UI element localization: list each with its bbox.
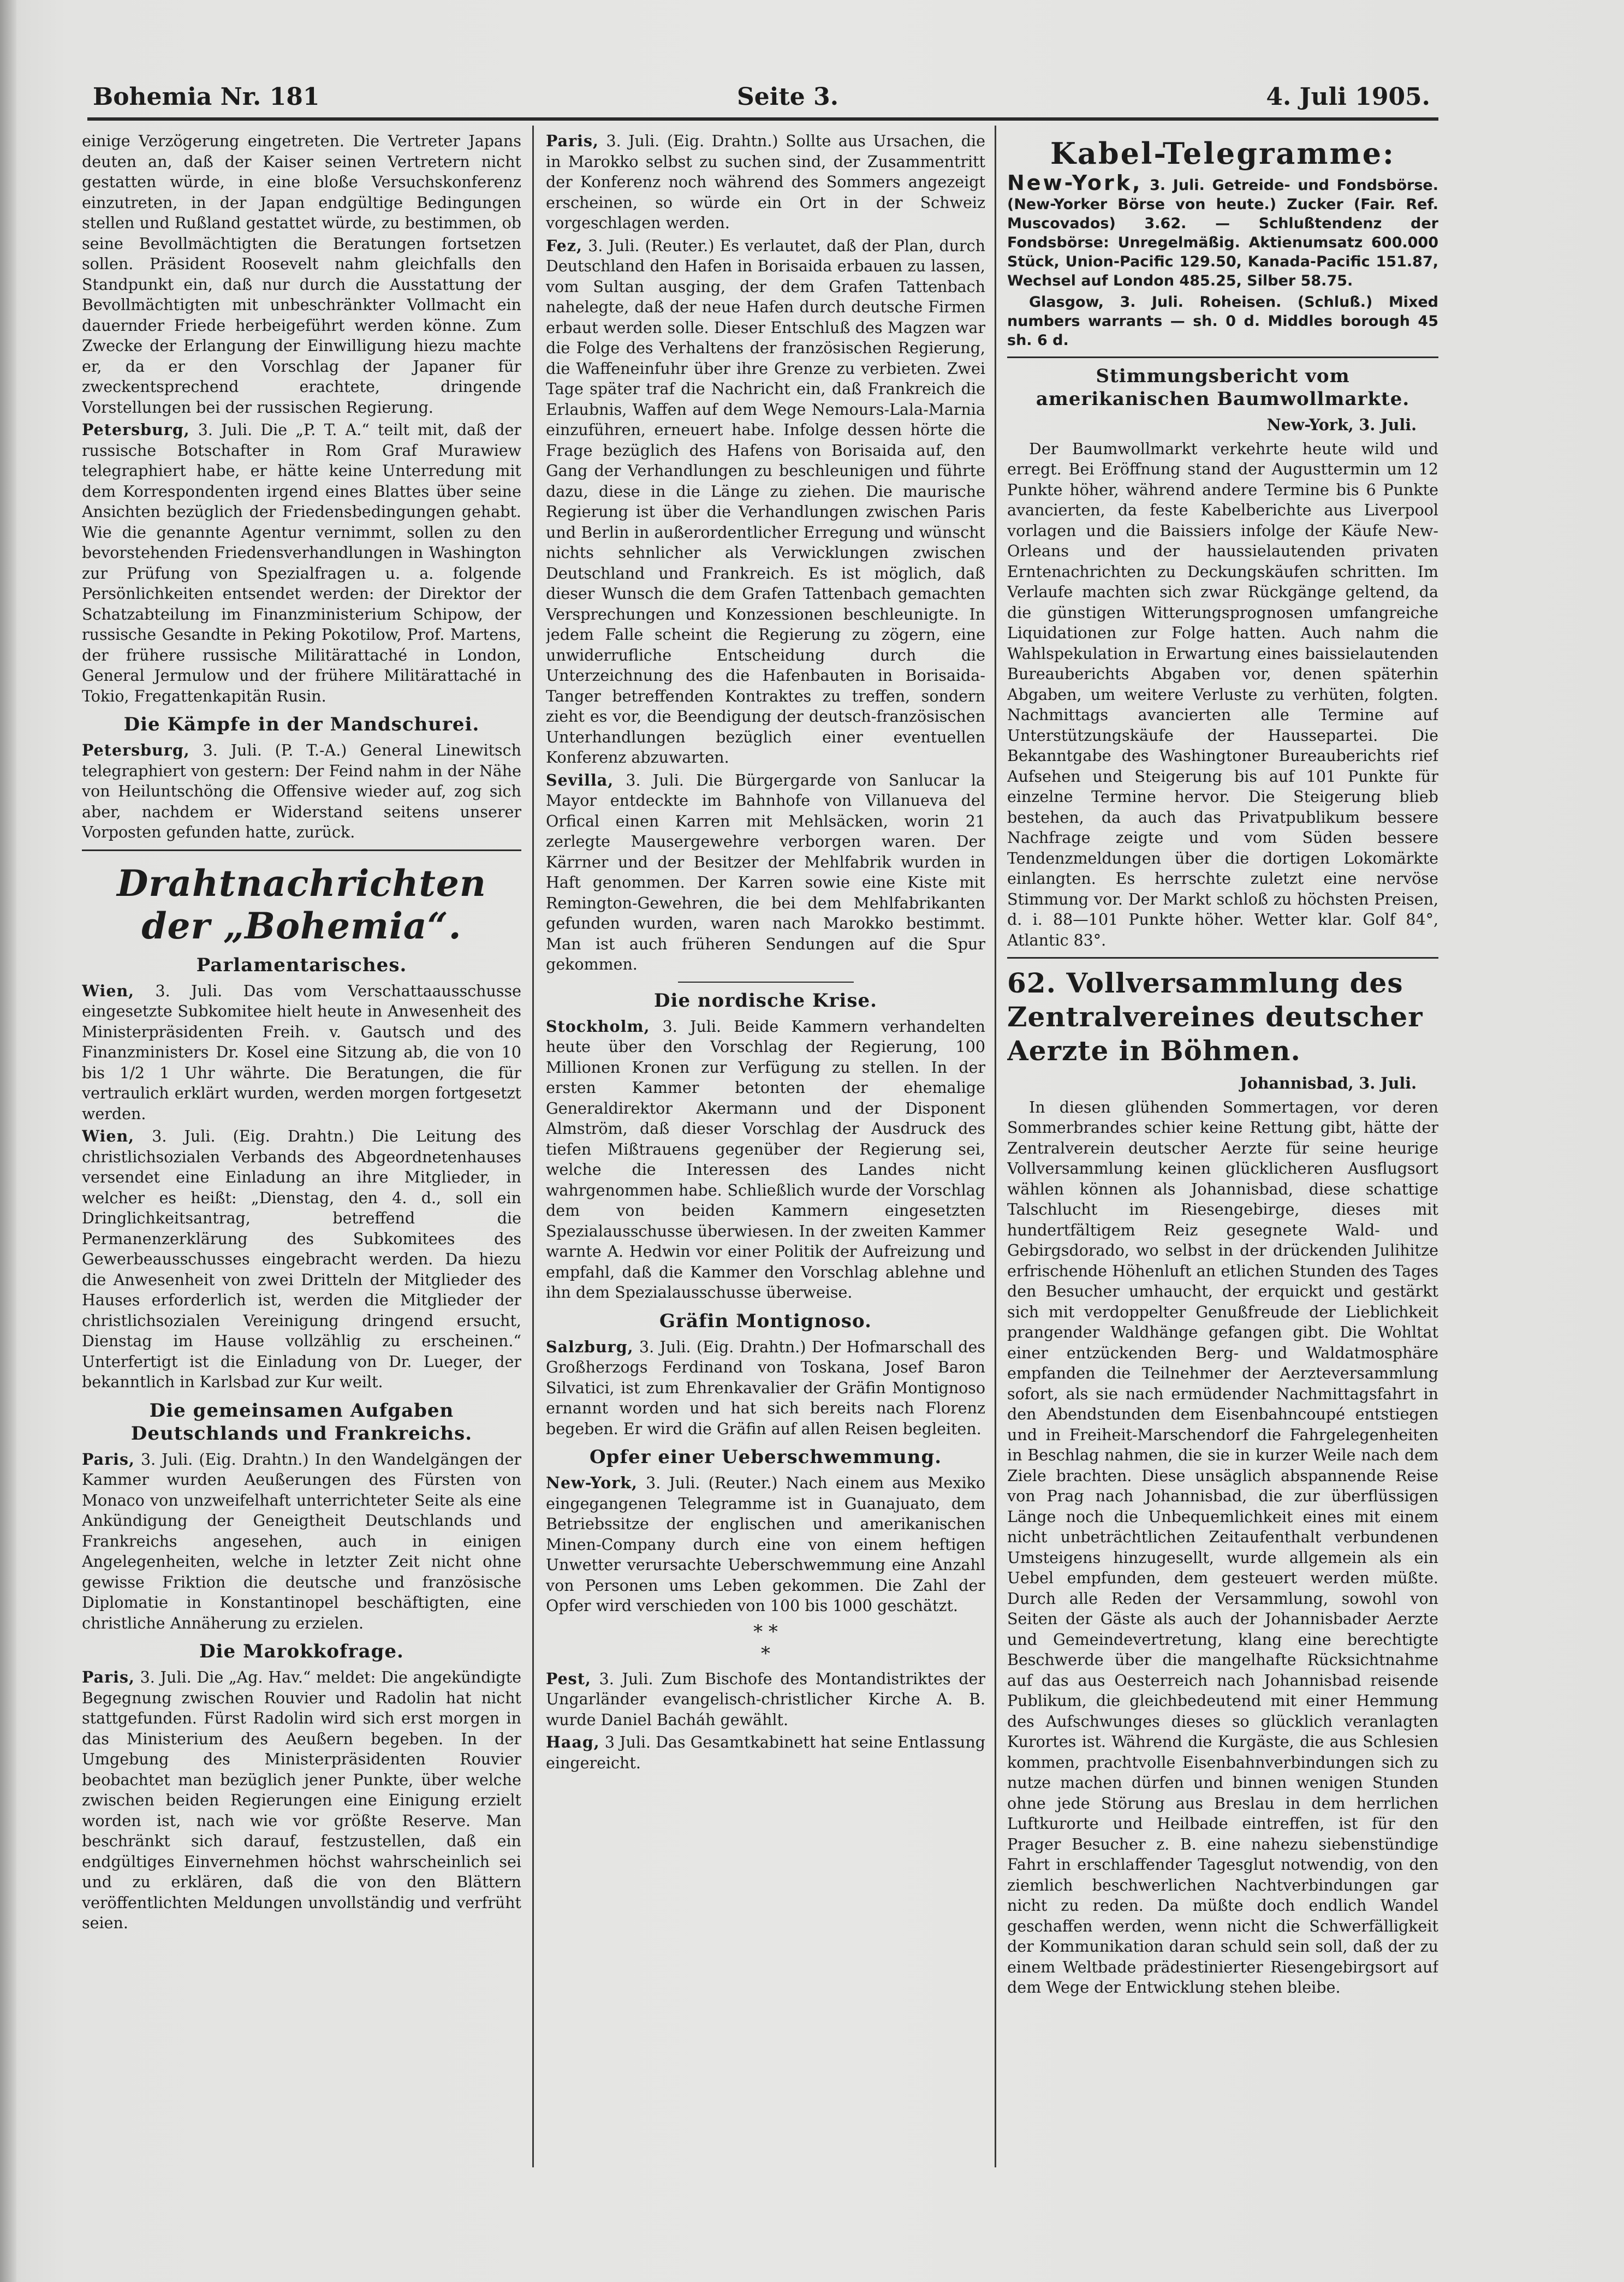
market-report bbox=[1007, 171, 1438, 290]
article-paragraph bbox=[546, 1473, 985, 1617]
dateline: Paris, bbox=[546, 132, 599, 150]
article-paragraph bbox=[82, 1126, 521, 1393]
dateline: Johannisbad, 3. Juli. bbox=[1240, 1074, 1417, 1092]
kabel-telegramme bbox=[1007, 171, 1438, 350]
header-rule bbox=[87, 117, 1438, 121]
dateline: Paris, bbox=[82, 1449, 135, 1469]
page-number: Seite 3. bbox=[737, 83, 839, 111]
section-heading: Opfer einer Ueberschwemmung. bbox=[589, 1446, 942, 1468]
article-paragraph bbox=[546, 131, 985, 234]
article-paragraph bbox=[82, 981, 521, 1125]
paper-issue: Bohemia Nr. 181 bbox=[93, 83, 320, 111]
article-paragraph: Der Baumwollmarkt verkehrte heute wild und erregt. Bei Eröffnung stand der Augusttermin um 12 Punkte höher, während andere Termine bis 6 Punkte avancierten, da feste Kabelberichte aus Liverpool vorlagen und die Baissiers infolge der Käufe New-Orleans und der haussielautenden privaten Erntenachrichten zu Deckungskäufen schritten. Im Verlaufe machten sich zwar Rückgänge geltend, da die günstigen Witterungsprognosen umfangreiche Liquidationen zur Folge hatten. Auch nahm die Wahlspekulation in Erwartung eines baissielautenden Bureauberichts Abgaben vor, denen späterhin Abgaben, um weitere Verluste zu verhüten, folgten. Nachmittags avancierten alle Termine auf Unterstützungskäufe der Haussepartei. Die Bekanntgabe des Washingtoner Bureauberichts rief Aufsehen und Steigerung bis auf 101 Punkte für einzelne Termine hervor. Die Steigerung blieb bestehen, da auch das Privatpublikum bessere Nachfrage zeigte und vom Süden bessere Tendenzmeldungen über die dortigen Lokomärkte einlangten. Es herrschte zuletzt eine nervöse Stimmung vor. Der Markt schloß zu höchsten Preisen, d. i. 88—101 Punkte höher. Wetter klar. Golf 84°, Atlantic 83°. bbox=[1007, 439, 1438, 949]
dateline: Paris, bbox=[82, 1668, 135, 1686]
asterism: * * * bbox=[753, 1620, 778, 1665]
dateline: Wien, bbox=[82, 981, 135, 1000]
dateline: Pest, bbox=[546, 1669, 591, 1688]
article-text: 3. Juli. Die „Ag. Hav.“ meldet: Die angekündigte Begegnung zwischen Rouvier und Radolin hat nicht stattgefunden. Fürst Radolin wird sich erst morgen in das Ministerium des Aeußern begeben. In der Umgebung des Ministerpräsidenten Rouvier beobachtet man bezüglich jener Punkte, über welche zwischen beiden Regierungen eine Einigung erzielt worden ist, nach wie vor größte Reserve. Man beschränkt sich darauf, festzustellen, daß ein endgültiges Einvernehmen höchst wahrscheinlich sei und zu erklären, daß die von den Blättern veröffentlichten Meldungen unvollständig und verfrüht seien. bbox=[82, 1668, 521, 1932]
dateline: Petersburg, bbox=[82, 741, 190, 759]
dateline: Sevilla, bbox=[546, 770, 614, 789]
section-rule bbox=[1007, 957, 1438, 959]
dateline: Stockholm, bbox=[546, 1017, 650, 1036]
section-heading: Die gemeinsamen Aufgaben Deutschlands und Frankreichs. bbox=[130, 1399, 473, 1445]
section-rule bbox=[82, 849, 521, 851]
market-text: 3. Juli. Getreide- und Fondsbörse. (New-Yorker Börse von heute.) Zucker (Fair. Ref. Muscovados) 3.62. — Schlußtendenz der Fondsbörse: Unregelmäßig. Aktienumsatz 600.000 Stück, Union-Pacific 129.50, Kanada-Pacific 151.87, Wechsel auf London 485.25, Silber 58.75. bbox=[1007, 177, 1438, 289]
short-rule bbox=[678, 982, 854, 983]
dateline: Salzburg, bbox=[546, 1337, 634, 1356]
section-rule bbox=[1007, 356, 1438, 358]
dateline: Petersburg, bbox=[82, 420, 190, 439]
article-paragraph bbox=[546, 1337, 985, 1440]
article-text: 3. Juli. (P. T.-A.) General Linewitsch telegraphiert von gestern: Der Feind nahm in der Nähe von Heiluntschöng die Offensive wieder auf, zog sich aber, nachdem er Widerstand seitens unserer Vorposten gefunden hatte, zurück. bbox=[82, 741, 521, 841]
section-heading: Parlamentarisches. bbox=[196, 954, 407, 976]
column-rule-1 bbox=[532, 126, 534, 2167]
column-rule-2 bbox=[995, 126, 996, 2167]
section-heading: Die Marokkofrage. bbox=[199, 1641, 404, 1662]
article-paragraph: In diesen glühenden Sommertagen, vor deren Sommerbrandes schier keine Rettung gibt, hätte der Zentralverein deutscher Aerzte für seine heurige Vollversammlung keinen glücklicheren Ausflugsort wählen können als Johannisbad, diese schattige Talschlucht im Riesengebirge, dieses mit hundertfältigem Reiz gesegnete Wald- und Gebirgsdorado, wo selbst in der drückenden Julihitze erfrischende Höhenluft an etlichen Stunden des Tages den Besucher umhaucht, der erquickt und gestärkt sich mit verdoppelter Genußfreude der Lieblichkeit prangender Waldhänge gefangen gibt. Die Wohltat einer entzückenden Berg- und Waldatmosphäre empfanden die Teilnehmer der Aerzteversammlung sofort, als sie nach ermüdender Nachmittagsfahrt in den Abendstunden dem Eisenbahncoupé entstiegen und in Freiheit-Marschendorf die Fahrgelegenheiten in Beschlag nahmen, die sie in kurzer Weile nach dem Ziele brachten. Diese unsäglich abspannende Reise von Prag nach Johannisbad, die zur überflüssigen Länge noch die Unbequemlichkeit eines mit einem nicht unbeträchtlichen Zeitaufenthalt verbundenen Umsteigens hinzugesellt, wurde allgemein als ein Uebel empfunden, dem gesteuert werden müßte. Durch alle Reden der Versammlung, sowohl von Seiten der Gäste als auch der Johannisbader Aerzte und Gemeindevertretung, klang eine berechtigte Beschwerde über die mangelhafte Rücksichtnahme auf das aus Oesterreich nach Johannisbad reisende Publikum, die gleichbedeutend mit einer Hemmung des Aufschwunges dieses so glücklich veranlagten Kurortes ist. Während die Kurgäste, die aus Schlesien kommen, prachtvolle Eisenbahnverbindungen sich zu nutze machen dürfen und binnen wenigen Stunden ohne jede Störung aus Breslau in dem herrlichen Luftkurorte und Heilbade eintreffen, ist für den Prager Besucher z. B. eine nahezu siebenstündige Fahrt in erschlaffender Tagesglut notwendig, von den ziemlich beschwerlichen Nachtverbindungen gar nicht zu reden. Da müßte doch endlich Wandel geschaffen werden, wenn nicht die Schwerfälligkeit der Kommunikation daran schuld sein soll, daß der zu einem Weltbade prädestinierter Riesengebirgsort auf dem Wege der Entwicklung stehen bleibe. bbox=[1007, 1098, 1438, 1996]
article-paragraph bbox=[546, 236, 985, 768]
dateline: Wien, bbox=[82, 1127, 135, 1145]
market-report: Glasgow, 3. Juli. Roheisen. (Schluß.) Mixed numbers warrants — sh. 0 d. Middles borough 45 sh. 6 d. bbox=[1007, 294, 1438, 349]
dateline: Haag, bbox=[546, 1733, 600, 1751]
article-text: 3. Juli. (Reuter.) Es verlautet, daß der Plan, durch Deutschland den Hafen in Borisaida erbauen zu lassen, vom Sultan ausging, der dem Grafen Tattenbach nahelegte, daß der neue Hafen durch deutsche Firmen erbaut werden solle. Dieser Entschluß des Magzen war die Folge des Verhaltens der französischen Regierung, die Waffeneinfuhr über ihre Grenze zu verbieten. Zwei Tage später traf die Nachricht ein, daß Frankreich die Erlaubnis, Waffen auf dem Wege Nemours-Lala-Marnia einzuführen, erneuert habe. Infolge dessen hörte die Frage bezüglich des Hafens von Borisaida auf, den Gang der Verhandlungen zu beschleunigen und führte dazu, diese in die Länge zu ziehen. Die maurische Regierung ist über die Verhandlungen zwischen Paris und Berlin in außerordentlicher Erregung und wünscht nichts sehnlicher als Verwicklungen zwischen Deutschland und Frankreich. Es ist möglich, daß dieser Wunsch die dem Grafen Tattenbach gemachten Versprechungen und Konzessionen beschleunigte. In jedem Falle scheint die Regierung zu zögern, eine unwiderrufliche Entscheidung durch die Unterzeichnung des die Hafenbauten in Borisaida-Tanger betreffenden Kontraktes zu treffen, sondern zieht es vor, die Beendigung der deutsch-französischen Unterhandlungen bezüglich einer eventuellen Konferenz abzuwarten. bbox=[546, 236, 985, 766]
running-head bbox=[93, 76, 1430, 115]
dateline: New-York, bbox=[546, 1473, 638, 1492]
article-text: 3. Juli. Das vom Verschattaausschusse eingesetzte Subkomitee hielt heute in Anwesenheit des Ministerpräsidenten Freih. v. Gautsch und des Finanzministers Dr. Kosel eine Sitzung ab, die von 10 bis 1/2 1 Uhr währte. Die Beratungen, die für vertraulich erklärt wurden, werden morgen fortgesetzt werden. bbox=[82, 982, 521, 1123]
article-text: 3. Juli. Die „P. T. A.“ teilt mit, daß der russische Botschafter in Rom Graf Murawiew telegraphiert habe, er hätte keine Unterredung mit dem Korrespondenten irgend eines Blattes über seine Ansichten bezüglich der Friedensbedingungen gehabt. Wie die genannte Agentur vernimmt, sollen zu den bevorstehenden Friedensverhandlungen in Washington zur Prüfung von Spezialfragen u. a. folgende Persönlichkeiten entsendet werden: der Direktor der Schatzabteilung im Finanzministerium Schipow, der russische Gesandte in Peking Pokotilow, Prof. Martens, der frühere russische Militärattaché in London, General Jermulow und der frühere Militärattaché in Tokio, Fregattenkapitän Rusin. bbox=[82, 421, 521, 705]
issue-date: 4. Juli 1905. bbox=[1266, 83, 1430, 111]
article-text: 3. Juli. (Eig. Drahtn.) Der Hofmarschall des Großherzogs Ferdinand von Toskana, Josef Baron Silvatici, ist zum Ehrenkavalier der Gräfin Montignoso ernannt worden und hat sich bereits nach Florenz begeben. Er wird die Gräfin auf allen Reisen begleiten. bbox=[546, 1338, 985, 1438]
article-text: 3. Juli. (Eig. Drahtn.) Die Leitung des christlichsozialen Verbands des Abgeordnetenhauses versendet eine Einladung an ihre Mitglieder, in welcher es heißt: „Dienstag, den 4. d., soll ein Dringlichkeitsantrag, betreffend die Permanenzerklärung des Subkomitees des Gewerbeausschusses eingebracht werden. Da hiezu die Anwesenheit von zwei Dritteln der Mitglieder des Hauses erforderlich ist, werden die Mitglieder der christlichsozialen Vereinigung dringend ersucht, Dienstag im Hause vollzählig zu erscheinen.“ Unterfertigt ist die Einladung von Dr. Lueger, der bekanntlich in Karlsbad zur Kur weilt. bbox=[82, 1127, 521, 1391]
article-paragraph bbox=[82, 1449, 521, 1634]
section-heading: Stimmungsbericht vom amerikanischen Baumwollmarkte. bbox=[1036, 365, 1410, 410]
article-paragraph bbox=[546, 770, 985, 975]
column-1 bbox=[82, 131, 521, 2162]
article-text: 3. Juli. (Reuter.) Nach einem aus Mexiko eingegangenen Telegramme ist in Guanajuato, dem Betriebssitze der englischen und amerikanischen Minen-Company durch eine von einem heftigen Unwetter verursachte Ueberschwemmung eine Anzahl von Personen ums Leben gekommen. Die Zahl der Opfer wird verschieden von 100 bis 1000 geschätzt. bbox=[546, 1474, 985, 1615]
feature-headline: 62. Vollversammlung des Zentralvereines deutscher Aerzte in Böhmen. bbox=[1007, 967, 1423, 1067]
section-heading: Die Kämpfe in der Mandschurei. bbox=[123, 714, 480, 735]
dateline: New-York, 3. Juli. bbox=[1266, 415, 1417, 434]
article-text: 3 Juli. Das Gesamtkabinett hat seine Entlassung eingereicht. bbox=[546, 1733, 985, 1772]
section-heading: Die nordische Krise. bbox=[654, 989, 877, 1012]
masthead-drahtnachrichten: Drahtnachrichten der „Bohemia“. bbox=[117, 861, 486, 947]
dateline: Fez, bbox=[546, 236, 582, 255]
article-text: 3. Juli. (Eig. Drahtn.) Sollte aus Ursachen, die in Marokko selbst zu suchen sind, der Zusammentritt der Konferenz noch während des Sommers angezeigt erscheinen, so würde ein Ort in der Schweiz vorgeschlagen werden. bbox=[546, 132, 985, 232]
article-paragraph bbox=[546, 1017, 985, 1303]
column-2 bbox=[546, 131, 985, 2162]
article-paragraph: einige Verzögerung eingetreten. Die Vertreter Japans deuten an, daß der Kaiser seinen Vertretern nicht gestatten würde, in eine bloße Versuchskonferenz einzutreten, in der Japan endgültige Bedingungen stellen und Rußland gestattet würde, zu bestimmen, ob seine Bevollmächtigten die Beratungen fortsetzen sollen. Präsident Roosevelt nahm gleichfalls den Standpunkt ein, daß nur durch die Ausstattung der Bevollmächtigten mit unbeschränkter Vollmacht ein dauernder Friede herbeigeführt werden könne. Zum Zwecke der Erlangung der Einwilligung hiezu machte er, da er den Vorschlag der Japaner für zweckentsprechend erachtete, dringende Vorstellungen bei der russischen Regierung. bbox=[82, 132, 521, 417]
dateline: New-York, bbox=[1007, 171, 1143, 195]
kabel-telegramme-heading: Kabel-Telegramme: bbox=[1050, 136, 1395, 171]
article-paragraph bbox=[546, 1732, 985, 1773]
article-paragraph bbox=[82, 1667, 521, 1934]
section-heading: Gräfin Montignoso. bbox=[659, 1310, 872, 1332]
article-text: 3. Juli. Die Bürgergarde von Sanlucar la Mayor entdeckte im Bahnhofe von Villanueva del Orfical einen Karren mit Mehlsäcken, worin 21 zerlegte Mausergewehre verborgen waren. Der Kärrner und der Besitzer der Mehlfabrik wurden in Haft genommen. Der Karren sowie eine Kiste mit Remington-Gewehren, die bei dem Mehlfabrikanten gefunden wurden, waren nach Marokko bestimmt. Man ist auch früheren Sendungen auf die Spur gekommen. bbox=[546, 771, 985, 973]
article-text: 3. Juli. Beide Kammern verhandelten heute über den Vorschlag der Regierung, 100 Millionen Kronen zur Verfügung zu stellen. In der ersten Kammer betonten der ehemalige Generaldirektor Akermann und der Disponent Almström, daß dieser Vorschlag der Ausdruck des tiefen Mißtrauens gegenüber der Regierung sei, welche die Interessen des Landes nicht wahrgenommen habe. Schließlich wurde der Vorschlag dem von beiden Kammern eingesetzten Spezialausschusse überwiesen. In der zweiten Kammer warnte A. Hedwin vor einer Politik der Aufreizung und empfahl, daß die Kammer den Vorschlag ablehne und ihn dem Spezialausschusse überweise. bbox=[546, 1017, 985, 1302]
column-3 bbox=[1007, 131, 1438, 2162]
article-text: 3. Juli. Zum Bischofe des Montandistriktes der Ungarländer evangelisch-christlicher Kirche A. B. wurde Daniel Bacháh gewählt. bbox=[546, 1669, 985, 1729]
article-text: 3. Juli. (Eig. Drahtn.) In den Wandelgängen der Kammer wurden Aeußerungen des Fürsten von Monaco von unzweifelhaft unterrichteter Seite als eine Ankündigung der Geneigtheit Deutschlands und Frankreichs angesehen, auch in einigen Angelegenheiten, welche in letzter Zeit nicht ohne gewisse Friktion die deutsche und französische Diplomatie in Konstantinopel beschäftigten, eine christliche Annäherung zu erzielen. bbox=[82, 1450, 521, 1632]
article-paragraph bbox=[82, 420, 521, 706]
scan-edge-shadow bbox=[0, 0, 16, 2282]
article-paragraph bbox=[82, 740, 521, 843]
article-paragraph bbox=[546, 1669, 985, 1731]
